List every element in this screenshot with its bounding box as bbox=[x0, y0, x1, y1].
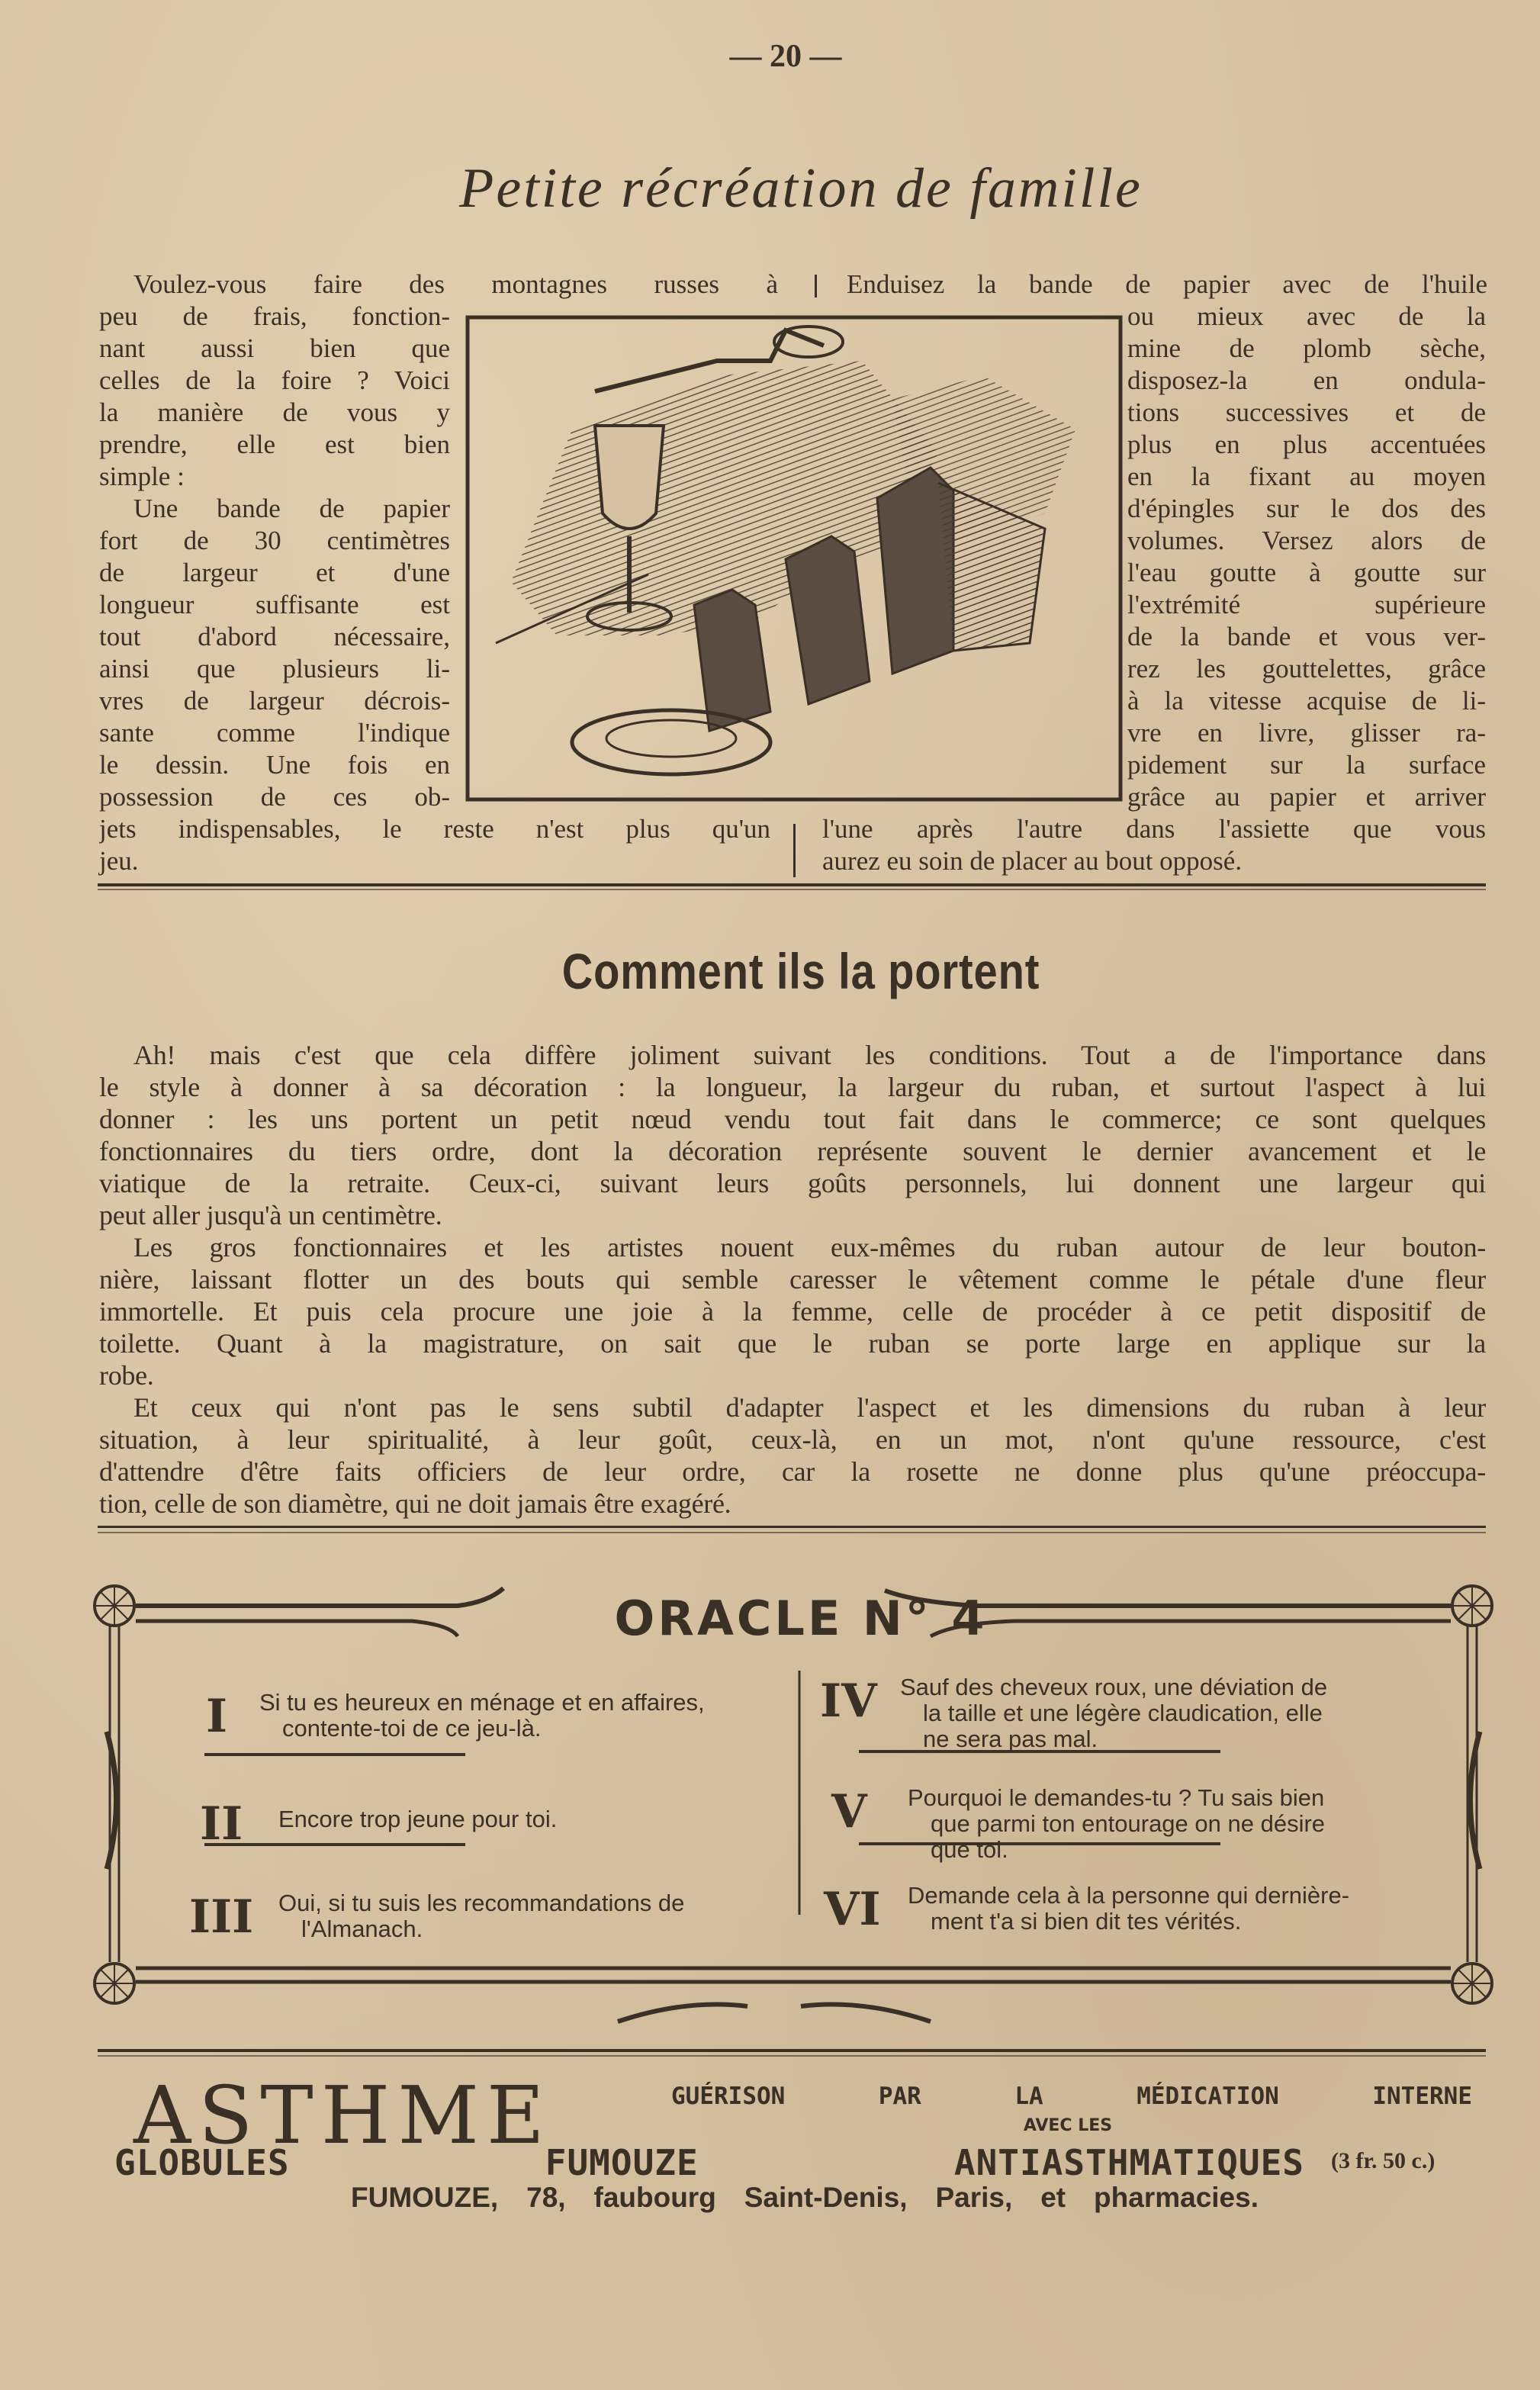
article-title-recreation: Petite récréation de famille bbox=[459, 157, 1143, 220]
text-line: volumes. Versez alors de bbox=[1127, 526, 1486, 555]
oracle-numeral: II bbox=[200, 1797, 243, 1851]
text-line: en la fixant au moyen bbox=[1127, 462, 1486, 491]
text-line: disposez-la en ondula- bbox=[1127, 365, 1486, 395]
oracle-answer-line: Encore trop jeune pour toi. bbox=[278, 1806, 558, 1832]
oracle-answer bbox=[908, 1883, 1349, 1935]
oracle-answer-line: Pourquoi le demandes-tu ? Tu sais bien bbox=[908, 1784, 1325, 1811]
text-line: de largeur et d'une bbox=[99, 558, 450, 587]
oracle-answer-line: Oui, si tu suis les recommandations de bbox=[278, 1890, 685, 1916]
text-line: aurez eu soin de placer au bout opposé. bbox=[822, 846, 1243, 876]
text-line: situation, à leur spiritualité, à leur goût, ceux-là, en un mot, n'ont qu'une ressource, c'est bbox=[99, 1424, 1486, 1455]
oracle-answer-line: que parmi ton entourage on ne désire bbox=[931, 1810, 1326, 1837]
oracle-answer-line: l'Almanach. bbox=[301, 1916, 423, 1942]
text-line: celles de la foire ? Voici bbox=[99, 365, 450, 395]
section-divider-thin bbox=[98, 1532, 1486, 1533]
text-line: peu de frais, fonction- bbox=[99, 301, 450, 331]
text-line: viatique de la retraite. Ceux-ci, suivant leurs goûts personnels, lui donnent une largeur qui bbox=[99, 1168, 1486, 1198]
text-line: à la vitesse acquise de li- bbox=[1127, 686, 1486, 716]
text-line: robe. bbox=[99, 1360, 154, 1391]
text-line: jets indispensables, le reste n'est plus qu'un bbox=[99, 814, 770, 844]
text-line: d'attendre d'être faits officiers de leur ordre, car la rosette ne donne plus qu'une préoccupa- bbox=[99, 1456, 1486, 1487]
text-line: fort de 30 centimètres bbox=[99, 526, 450, 555]
text-line: fonctionnaires du tiers ordre, dont la décoration représente souvent le dernier avancement et le bbox=[99, 1136, 1486, 1166]
plate-icon bbox=[606, 720, 736, 757]
oracle-answer bbox=[259, 1690, 705, 1742]
text-line: peut aller jusqu'à un centimètre. bbox=[99, 1200, 442, 1230]
text-line: longueur suffisante est bbox=[99, 590, 450, 619]
text-line: mine de plomb sèche, bbox=[1127, 333, 1486, 363]
oracle-title: ORACLE N° 4 bbox=[614, 1591, 988, 1646]
oracle-answer-line: ment t'a si bien dit tes vérités. bbox=[931, 1908, 1242, 1935]
text-line: Les gros fonctionnaires et les artistes nouent eux-mêmes du ruban autour de leur bouton- bbox=[133, 1232, 1486, 1263]
text-line: plus en plus accentuées bbox=[1127, 429, 1486, 459]
text-line: nière, laissant flotter un des bouts qui semble caresser le vêtement comme le pétale d'une fleur bbox=[99, 1264, 1486, 1295]
text-line: tion, celle de son diamètre, qui ne doit jamais être exagéré. bbox=[99, 1488, 731, 1519]
text-line: ou mieux avec de la bbox=[1127, 301, 1486, 331]
oracle-answer-line: Si tu es heureux en ménage et en affaires, bbox=[259, 1689, 705, 1716]
text-line: jeu. bbox=[99, 846, 139, 876]
text-line: l'eau goutte à goutte sur bbox=[1127, 558, 1486, 587]
section-divider bbox=[98, 2049, 1486, 2052]
text-line: l'extrémité supérieure bbox=[1127, 590, 1486, 619]
text-line: Une bande de papier bbox=[133, 494, 450, 523]
text-line: grâce au papier et arriver bbox=[1127, 782, 1486, 812]
oracle-numeral: V bbox=[831, 1785, 867, 1838]
text-line: tions successives et de bbox=[1127, 397, 1486, 427]
illustration-roller-coaster bbox=[465, 315, 1123, 802]
text-line: Et ceux qui n'ont pas le sens subtil d'adapter l'aspect et les dimensions du ruban à leur bbox=[133, 1392, 1486, 1423]
oracle-answer-line: Sauf des cheveux roux, une déviation de bbox=[900, 1674, 1328, 1700]
text-line: rez les gouttelettes, grâce bbox=[1127, 654, 1486, 684]
rosette-ornament-icon bbox=[95, 1586, 134, 1626]
rosette-ornament-icon bbox=[95, 1964, 134, 2003]
text-line: prendre, elle est bien bbox=[99, 429, 450, 459]
ad-headline: ASTHME bbox=[133, 2069, 552, 2162]
text-line: la manière de vous y bbox=[99, 397, 450, 427]
oracle-numeral: IV bbox=[820, 1674, 877, 1728]
article-title-comment: Comment ils la portent bbox=[561, 943, 1040, 999]
text-line: immortelle. Et puis cela procure une joie à la femme, celle de procéder à ce petit dispositif de bbox=[99, 1296, 1486, 1327]
section-divider bbox=[98, 1526, 1486, 1528]
text-line: ainsi que plusieurs li- bbox=[99, 654, 450, 684]
text-line: Voulez-vous faire des montagnes russes à bbox=[133, 269, 778, 299]
section-divider-thin bbox=[98, 2055, 1486, 2057]
oracle-answer-line: ne sera pas mal. bbox=[923, 1726, 1098, 1752]
oracle-answer-line: Demande cela à la personne qui dernière- bbox=[908, 1882, 1350, 1909]
text-line: Enduisez la bande de papier avec de l'huile bbox=[847, 269, 1487, 299]
text-line: nant aussi bien que bbox=[99, 333, 450, 363]
oracle-numeral: III bbox=[189, 1890, 254, 1944]
ad-price: (3 fr. 50 c.) bbox=[1331, 2148, 1436, 2173]
text-line: l'une après l'autre dans l'assiette que vous bbox=[822, 814, 1486, 844]
ad-tagline: GUÉRISON PAR LA MÉDICATION INTERNE bbox=[671, 2083, 1472, 2110]
oracle-answer bbox=[900, 1674, 1327, 1752]
column-divider bbox=[793, 824, 796, 877]
oracle-answer-line: que toi. bbox=[931, 1836, 1008, 1863]
text-line: donner : les uns portent un petit nœud vendu tout fait dans le commerce; ce sont quelques bbox=[99, 1104, 1486, 1134]
oracle-answer-line: contente-toi de ce jeu-là. bbox=[282, 1715, 542, 1742]
text-line: toilette. Quant à la magistrature, on sait que le ruban se porte large en applique sur la bbox=[99, 1328, 1486, 1359]
ad-address: FUMOUZE, 78, faubourg Saint-Denis, Paris, et pharmacies. bbox=[351, 2182, 1259, 2213]
oracle-answer bbox=[908, 1785, 1325, 1863]
oracle-answer bbox=[278, 1890, 684, 1942]
text-line: possession de ces ob- bbox=[99, 782, 450, 812]
rosette-ornament-icon bbox=[1452, 1586, 1492, 1626]
column-divider bbox=[815, 275, 817, 298]
text-line: vres de largeur décrois- bbox=[99, 686, 450, 716]
text-line: d'épingles sur le dos des bbox=[1127, 494, 1486, 523]
oracle-answer bbox=[278, 1806, 557, 1832]
ad-product: GLOBULES FUMOUZE ANTIASTHMATIQUES bbox=[114, 2142, 1304, 2183]
text-line: Ah! mais c'est que cela diffère joliment suivant les conditions. Tout a de l'importance dans bbox=[133, 1040, 1486, 1070]
text-line: tout d'abord nécessaire, bbox=[99, 622, 450, 651]
text-line: le style à donner à sa décoration : la longueur, la largeur du ruban, et surtout l'aspect à lui bbox=[99, 1072, 1486, 1102]
ad-avec: AVEC LES bbox=[1023, 2116, 1113, 2135]
text-line: de la bande et vous ver- bbox=[1127, 622, 1486, 651]
oracle-numeral: I bbox=[206, 1690, 228, 1743]
text-line: pidement sur la surface bbox=[1127, 750, 1486, 780]
oracle-answer-line: la taille et une légère claudication, elle bbox=[923, 1700, 1323, 1726]
page-number: — 20 — bbox=[729, 39, 842, 74]
section-divider-thin bbox=[98, 889, 1486, 890]
text-line: simple : bbox=[99, 462, 185, 491]
text-line: sante comme l'indique bbox=[99, 718, 450, 748]
rosette-ornament-icon bbox=[1452, 1964, 1492, 2003]
text-line: le dessin. Une fois en bbox=[99, 750, 450, 780]
section-divider bbox=[98, 883, 1486, 886]
text-line: vre en livre, glisser ra- bbox=[1127, 718, 1486, 748]
oracle-numeral: VI bbox=[824, 1883, 881, 1936]
